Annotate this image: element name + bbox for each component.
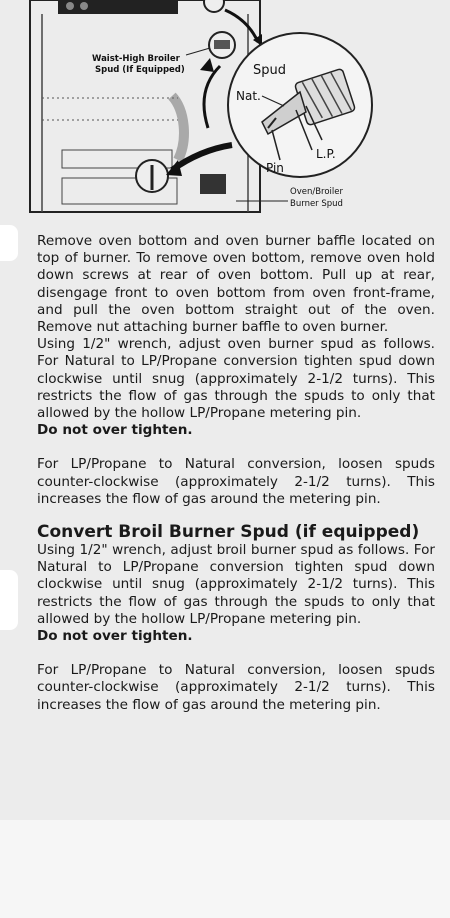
page-tab-top (0, 225, 18, 261)
paragraph: Remove oven bottom and oven burner baffle located on top of burner. To remove oven bottom, remove oven hold down screws at rear of oven bottom. Pull up at rear, disengage front to oven bottom from oven front-frame, and pull the oven bottom straight out of the oven. Remove nut attaching burner baffle to oven burner. (37, 233, 435, 336)
control-panel (58, 0, 178, 14)
paragraph: Using 1/2" wrench, adjust oven burner spud as follows. For Natural to LP/Propane conversion tighten spud down clockwise until snug (approximately 2-1/2 turns). This restricts the flow of gas through the spuds to only that allowed by the hollow LP/Propane metering pin. (37, 336, 435, 422)
page-tab-mid (0, 570, 18, 630)
label-oven-spud-1: Oven/Broiler (290, 187, 343, 197)
warning-text: Do not over tighten. (37, 628, 193, 645)
arrow-icon (204, 66, 220, 128)
spud-diagram (0, 0, 450, 225)
label-waist-high-1: Waist-High Broiler (92, 54, 180, 64)
page-footer-area (0, 820, 450, 918)
label-oven-spud-2: Burner Spud (290, 199, 343, 209)
instructions-body (37, 233, 435, 714)
label-pin: Pin (266, 161, 284, 175)
label-waist-high-2: Spud (If Equipped) (95, 65, 185, 75)
label-nat: Nat. (236, 89, 261, 103)
label-lp: L.P. (316, 147, 336, 161)
oven-illustration (0, 0, 450, 225)
paragraph: Using 1/2" wrench, adjust broil burner spud as follows. For Natural to LP/Propane conversion tighten spud down clockwise until snug (approximately 2-1/2 turns). This restricts the flow of gas through the spuds to only that allowed by the hollow LP/Propane metering pin. (37, 542, 435, 627)
valve-block (200, 174, 226, 194)
warning-text: Do not over tighten. (37, 422, 193, 439)
paragraph: For LP/Propane to Natural conversion, loosen spuds counter-clockwise (approximately 2-1/2 turns). This increases the flow of gas around the metering pin. (37, 662, 435, 713)
label-spud: Spud (253, 63, 286, 78)
section-heading: Convert Broil Burner Spud (if equipped) (37, 522, 420, 543)
paragraph: For LP/Propane to Natural conversion, loosen spuds counter-clockwise (approximately 2-1/2 turns). This increases the flow of gas around the metering pin. (37, 456, 435, 507)
